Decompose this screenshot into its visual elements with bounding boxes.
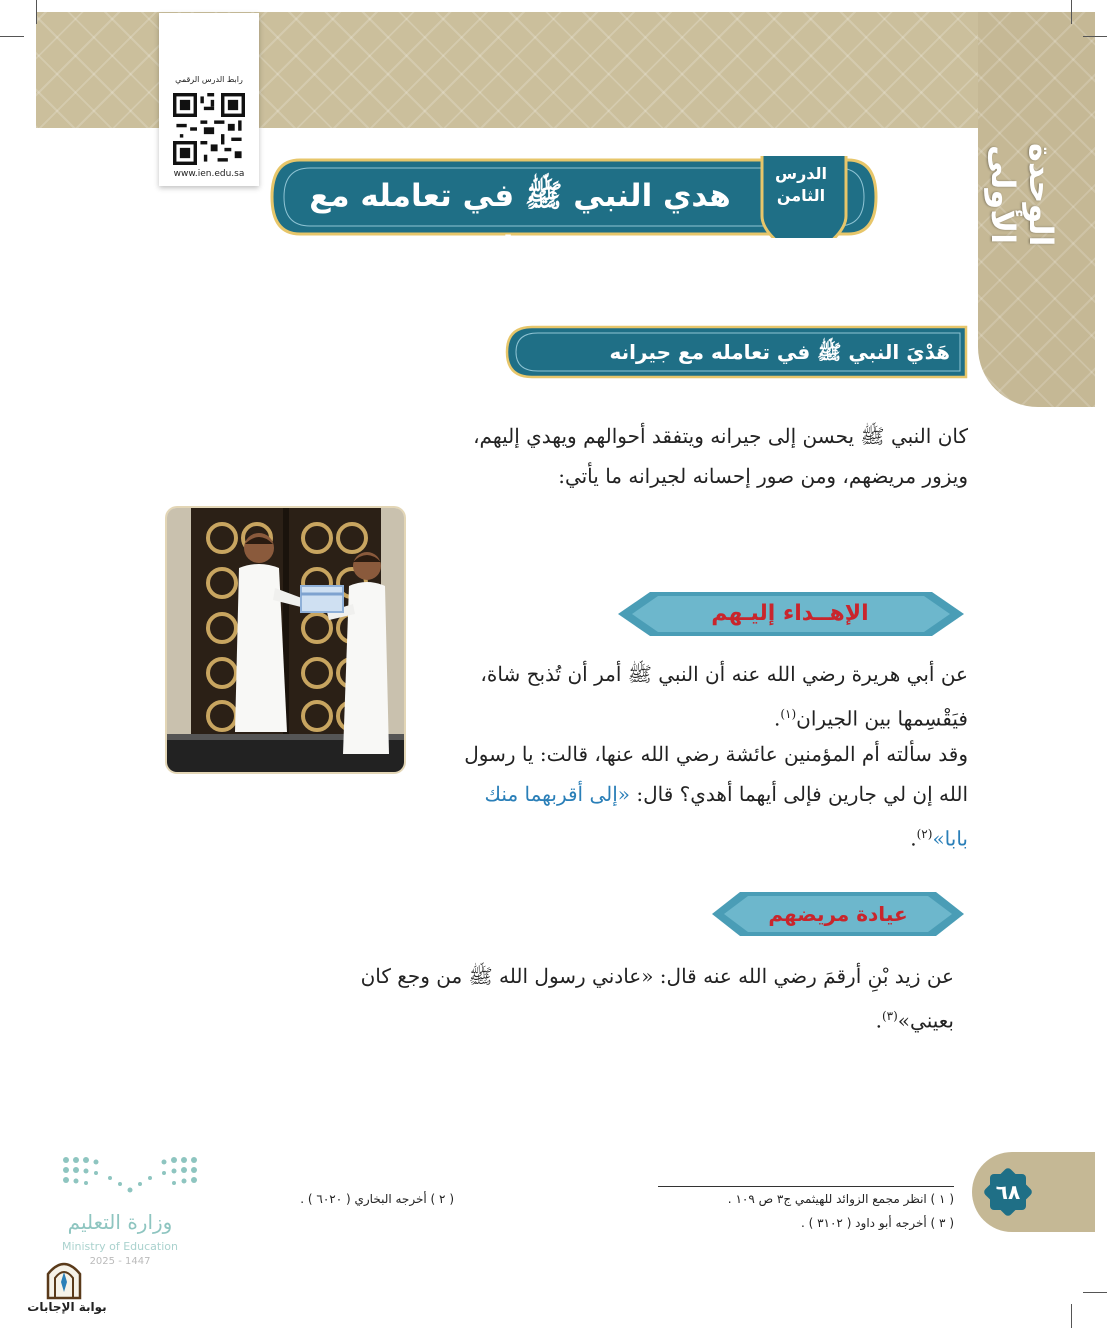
crop-mark: [0, 36, 24, 37]
qr-card[interactable]: [159, 13, 259, 186]
ministry-year: 2025 - 1447: [89, 1256, 151, 1267]
crop-mark: [1071, 1304, 1072, 1328]
page-number: ٦٨: [995, 1180, 1021, 1204]
gate-logo-icon: [42, 1256, 86, 1300]
qr-caption: رابط الدرس الرقمي: [175, 75, 243, 84]
watermark-label: بوابة الإجابات: [27, 1300, 107, 1314]
visit-paragraph: عن زيد بْنِ أرقمَ رضي الله عنه قال: «عادني رسول الله ﷺ من وجع كان بعيني»$^{(٣)}$.: [360, 964, 954, 1033]
gift-paragraph-2: وقد سألته أم المؤمنين عائشة رضي الله عنها، قالت: يا رسول الله إن لي جارين فإلى أيهما أهدي؟ قال: «إلى أقربهما منك بابا»$^{(٢)}$.: [464, 742, 968, 851]
crop-mark: [1083, 1292, 1107, 1293]
visit-text: عن زيد بْنِ أرقمَ رضي الله عنه قال: «عادني رسول الله ﷺ من وجع كان بعيني»: [360, 964, 954, 1033]
lesson-number-label: [762, 163, 840, 207]
gift-paragraph-1: عن أبي هريرة رضي الله عنه أن النبي ﷺ أمر أن تُذبح شاة، فيَقْسِمها بين الجيران$^{(١)}$.: [480, 662, 968, 731]
intro-paragraph: كان النبي ﷺ يحسن إلى جيرانه ويتفقد أحوالهم ويهدي إليهم، ويزور مريضهم، ومن صور إحسانه لجيرانه ما يأتي:: [473, 424, 968, 488]
crop-mark: [1071, 0, 1072, 24]
qr-code-icon[interactable]: [173, 93, 245, 165]
crop-mark: [1083, 36, 1107, 37]
footnote-ref-3[interactable]: (٣): [881, 1009, 898, 1023]
gift-heading: الإهــداء إليـهم: [711, 601, 869, 626]
footnote-ref-1[interactable]: (١): [780, 707, 797, 721]
qr-url[interactable]: www.ien.edu.sa: [173, 169, 245, 179]
lesson-title: هدي النبي ﷺ في تعامله مع جيرانه: [309, 178, 731, 266]
footnote-3: ( ٣ ) أخرجه أبو داود ( ٣١٠٢ ) .: [800, 1216, 954, 1230]
hadith-quote: «إلى أقربهما منك بابا»: [484, 782, 968, 851]
footnote-2: ( ٢ ) أخرجه البخاري ( ٦٠٢٠ ) .: [300, 1192, 454, 1206]
footnote-1: ( ١ ) انظر مجمع الزوائد للهيثمي ج٣ ص ١٠٩ .: [727, 1192, 954, 1206]
footnote-ref-2[interactable]: (٢): [916, 827, 933, 841]
neighbors-gift-photo: [165, 506, 406, 774]
lesson-label-line1: الدرس: [774, 164, 828, 183]
gift-p1-text: عن أبي هريرة رضي الله عنه أن النبي ﷺ أمر أن تُذبح شاة، فيَقْسِمها بين الجيران: [480, 662, 968, 731]
visit-heading: عيادة مريضهم: [768, 902, 908, 926]
ministry-name-english: Ministry of Education: [61, 1240, 178, 1253]
ministry-logo-icon: [60, 1154, 200, 1200]
lesson-label-line2: الثامن: [776, 186, 826, 205]
section-title: هَدْيَ النبي ﷺ في تعامله مع جيرانه: [609, 340, 950, 364]
unit-label: الوحدة الأولى: [984, 143, 1060, 247]
crop-mark: [36, 0, 37, 24]
gift-p2-text: وقد سألته أم المؤمنين عائشة رضي الله عنها، قالت: يا رسول الله إن لي جارين فإلى أيهما أهدي؟ قال:: [464, 742, 968, 806]
ministry-name-arabic: وزارة التعليم: [67, 1210, 173, 1234]
footnote-divider: [658, 1186, 954, 1187]
